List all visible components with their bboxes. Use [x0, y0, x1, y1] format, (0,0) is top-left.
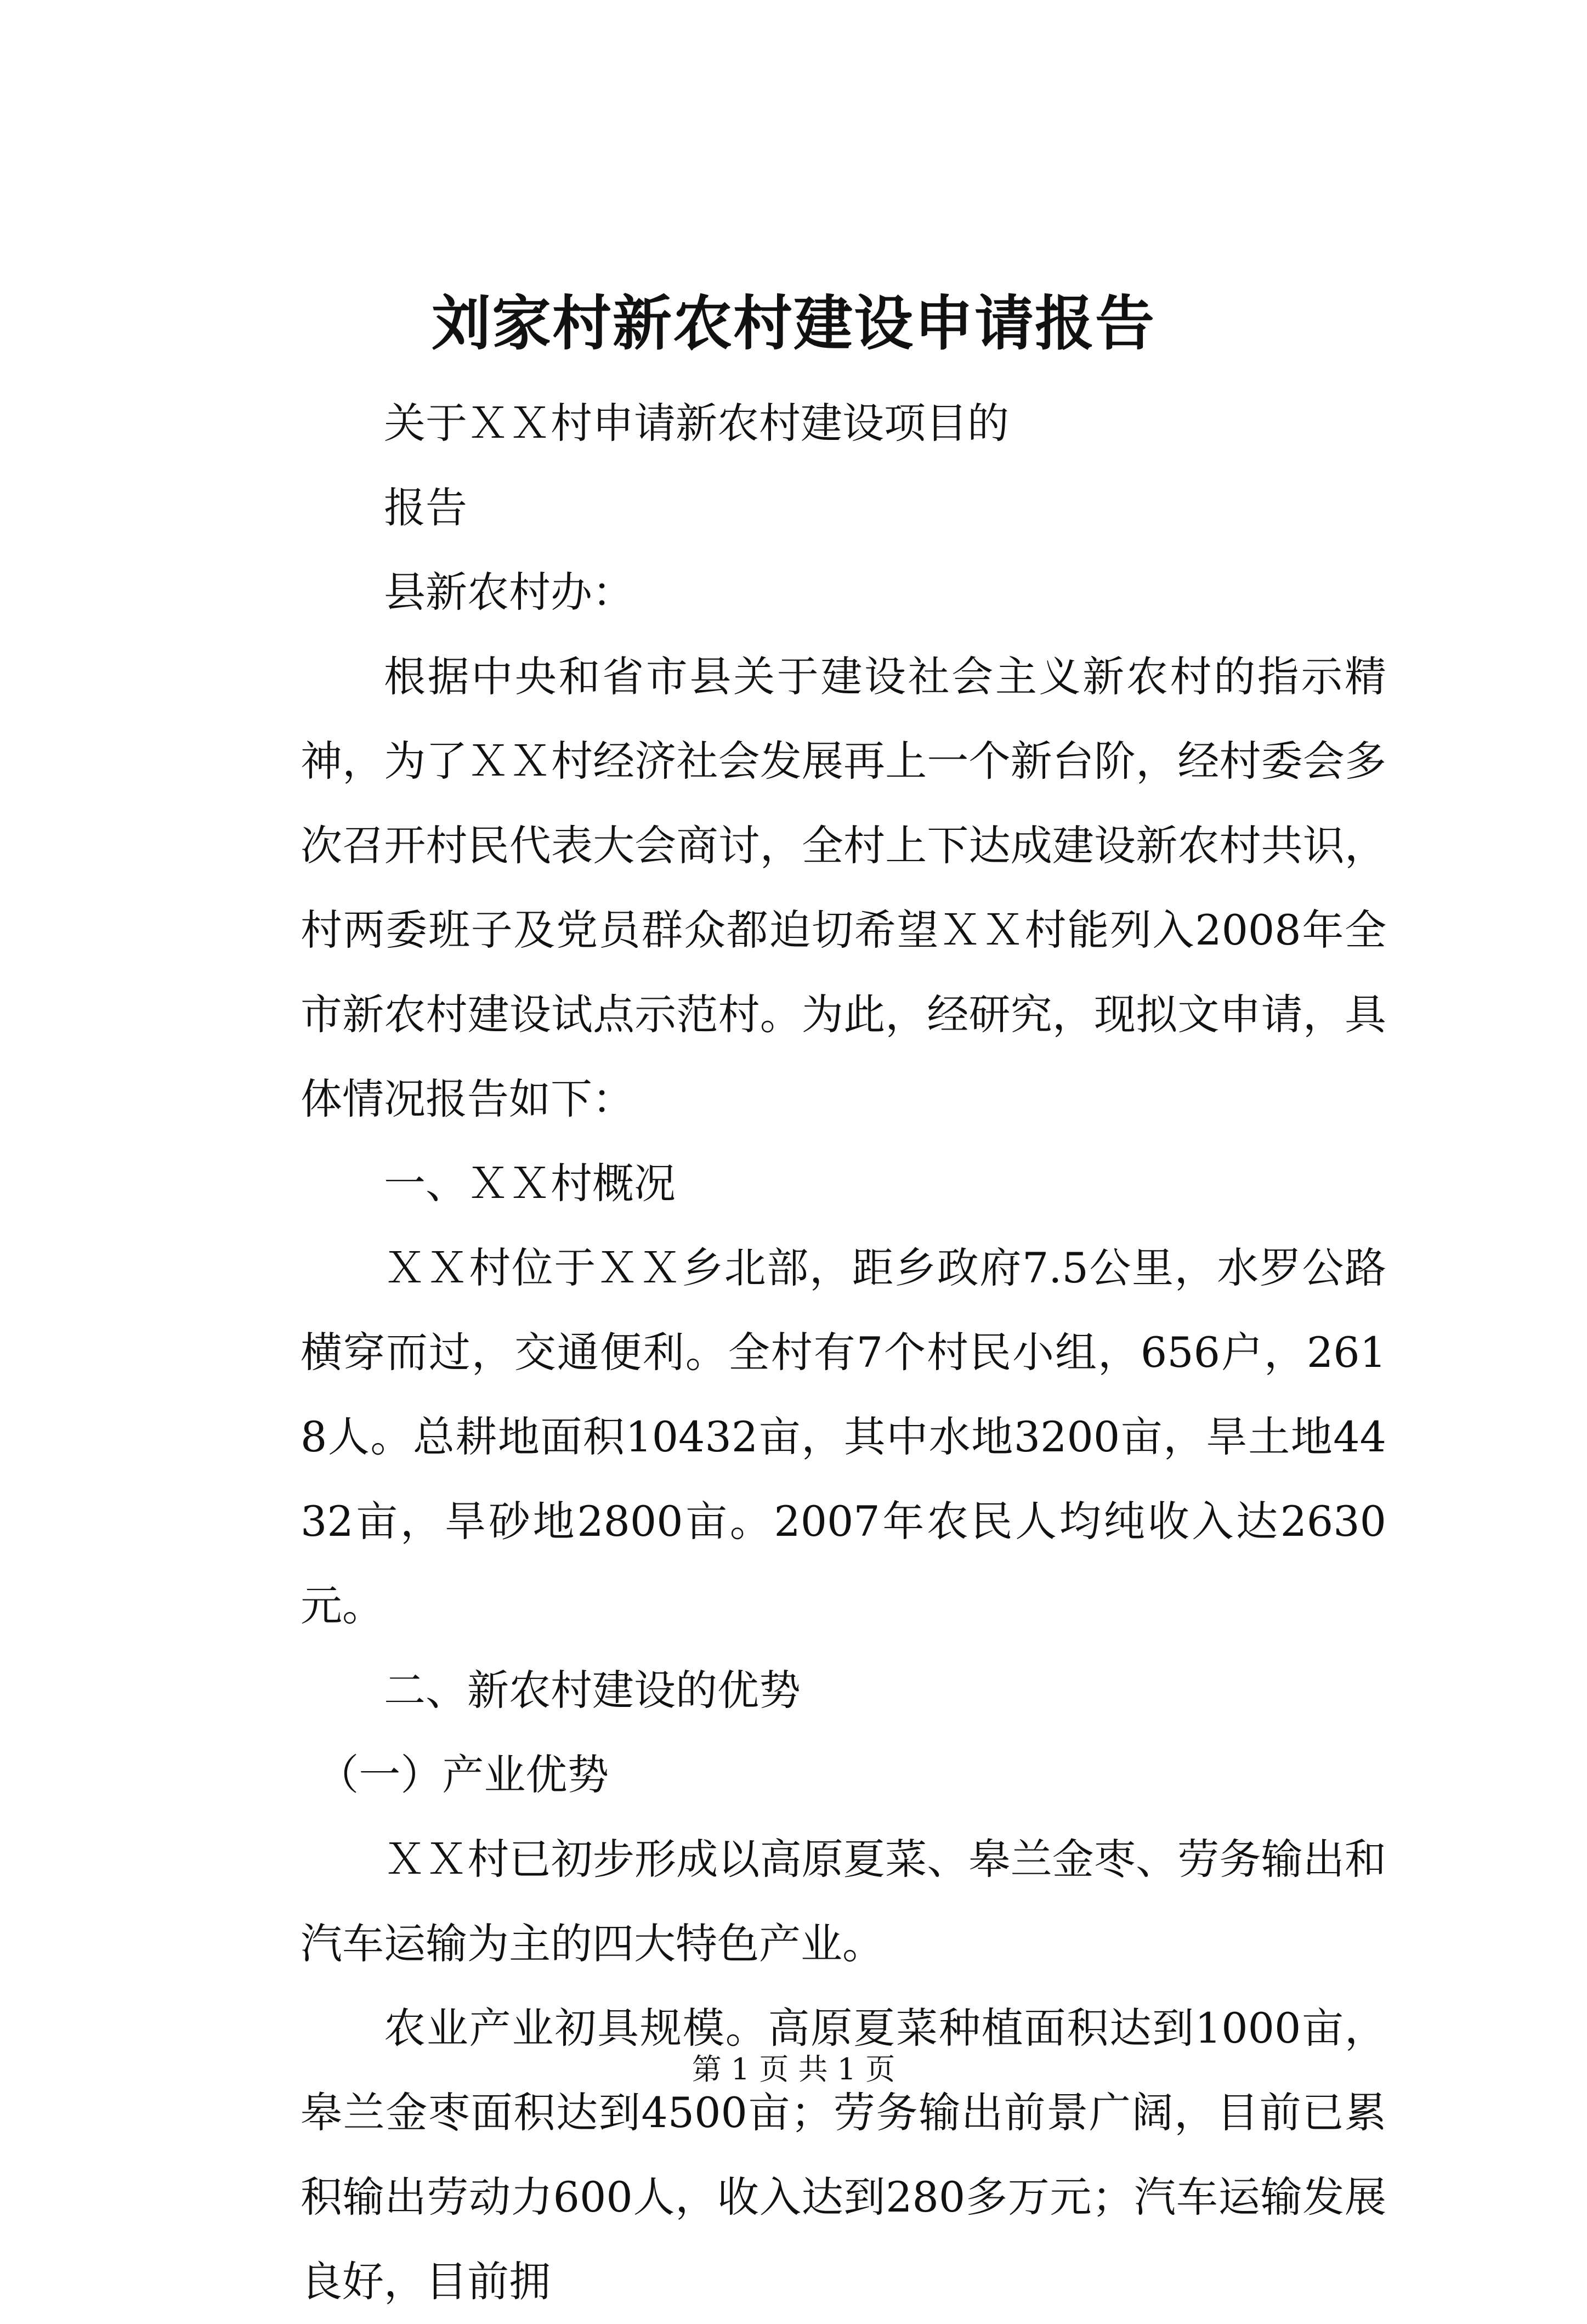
paragraph-industry: ＸＸ村已初步形成以高原夏菜、皋兰金枣、劳务输出和汽车运输为主的四大特色产业。: [301, 1835, 1386, 1968]
paragraph-intro: 根据中央和省市县关于建设社会主义新农村的指示精神，为了ＸＸ村经济社会发展再上一个新台阶，经村委会多次召开村民代表大会商讨，全村上下达成建设新农村共识，村两委班子及党员群众都迫切希望ＸＸ村能列入2008年全市新农村建设试点示范村。为此，经研究，现拟文申请，具体情况报告如下：: [301, 652, 1386, 1123]
paragraph-overview: ＸＸ村位于ＸＸ乡北部，距乡政府7.5公里，水罗公路横穿而过，交通便利。全村有7个村民小组，656户，2618人。总耕地面积10432亩，其中水地3200亩，旱土地4432亩，旱砂地2800亩。2007年农民人均纯收入达2630元。: [301, 1243, 1386, 1630]
section-heading-advantages: 二、新农村建设的优势: [384, 1666, 801, 1715]
paragraph-recipient: 县新农村办：: [384, 568, 634, 617]
paragraph-agriculture: 农业产业初具规模。高原夏菜种植面积达到1000亩，皋兰金枣面积达到4500亩；劳务输出前景广阔，目前已累积输出劳动力600人，收入达到280多万元；汽车运输发展良好，目前拥: [301, 2004, 1386, 2306]
paragraph-subject-line: 关于ＸＸ村申请新农村建设项目的: [384, 399, 1009, 448]
subsection-heading-industry: （一）产业优势: [317, 1750, 609, 1799]
page-footer: 第 1 页 共 1 页: [692, 2052, 895, 2086]
section-heading-overview: 一、ＸＸ村概况: [384, 1159, 676, 1208]
document-title: 刘家村新农村建设申请报告: [431, 289, 1155, 358]
paragraph-subject-report: 报告: [384, 483, 467, 532]
document-body: [301, 381, 1386, 2324]
